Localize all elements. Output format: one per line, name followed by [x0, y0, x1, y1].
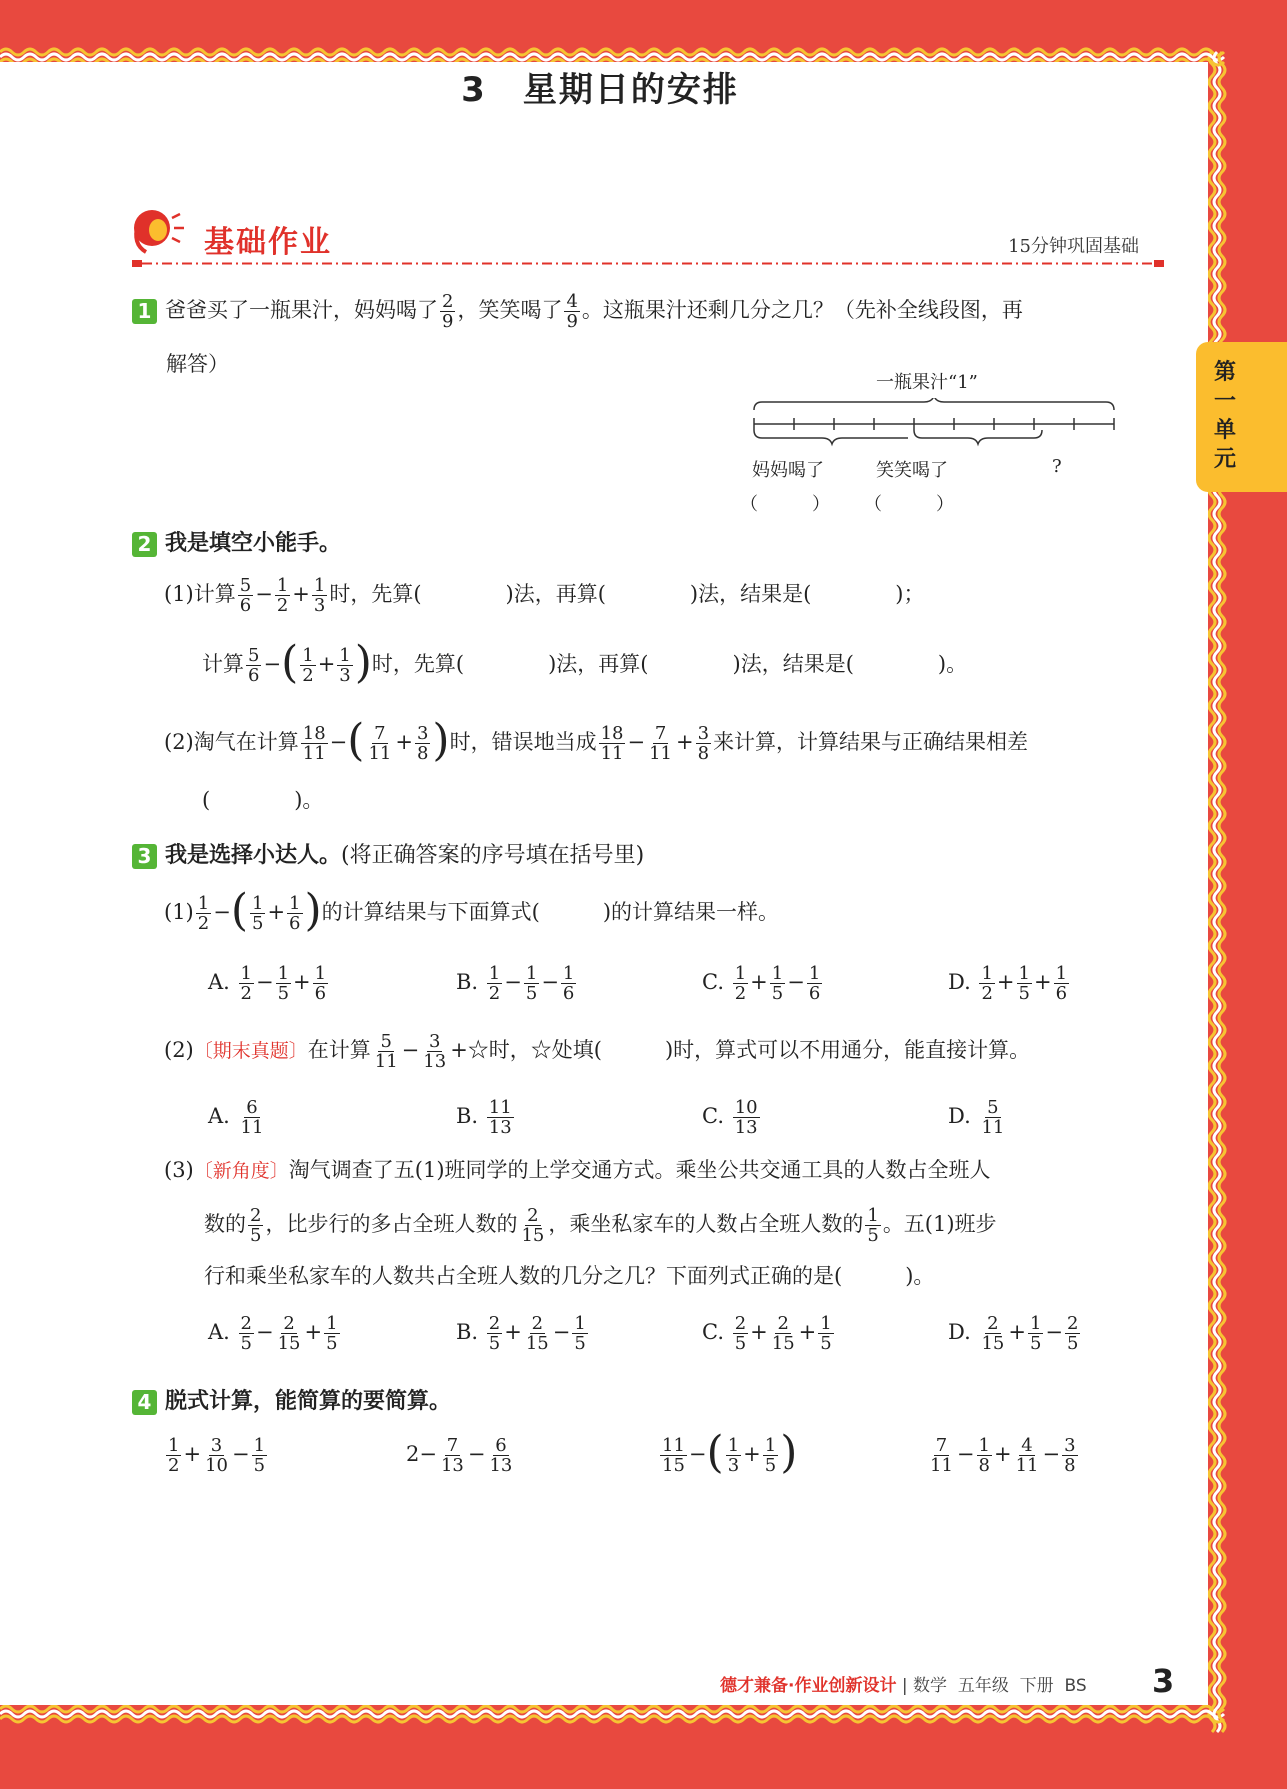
q4-heading: 4 脱式计算，能简算的要简算。	[132, 1384, 451, 1415]
q3-sub2-option-c[interactable]: C. $\frac{10}{13}$	[702, 1097, 758, 1138]
q3-sub3-option-d[interactable]: D. $\frac{2}{15}$ + $\frac{1}{5}$ − $\frac{2}{5}$	[948, 1313, 1079, 1354]
new-angle-tag: 〔新角度〕	[193, 1160, 289, 1182]
q1-text-3: 。这瓶果汁还剩几分之几？（先补全线段图，再	[581, 298, 1023, 322]
diagram-total-label: 一瓶果汁“1”	[876, 372, 978, 393]
diagram-mom-label: 妈妈喝了	[752, 460, 824, 481]
diagram-answer-blank-2[interactable]: （ ）	[864, 494, 954, 515]
page-footer: 德才兼备·作业创新设计 | 数学 五年级 下册 BS	[720, 1676, 1087, 1696]
q3-sub2-option-b[interactable]: B. $\frac{11}{13}$	[456, 1097, 512, 1138]
juice-line-diagram	[748, 398, 1124, 448]
q3-sub1-option-a[interactable]: A. $\frac{1}{2}$ − $\frac{1}{5}$ + $\frac{1}{6}$	[208, 963, 327, 1004]
q1-line-1	[132, 290, 1023, 331]
footer-subject: 数学	[913, 1676, 948, 1696]
footer-volume: 下册	[1019, 1676, 1054, 1696]
q3-sub3-line-1: (3)〔新角度〕淘气调查了五(1)班同学的上学交通方式。乘坐公共交通工具的人数占全班人	[164, 1158, 991, 1182]
q3-heading: 3 我是选择小达人。(将正确答案的序号填在括号里)	[132, 838, 644, 869]
diagram-answer-blank-1[interactable]: （ ）	[740, 494, 830, 515]
q1-text-2: ，笑笑喝了	[457, 298, 563, 322]
mascot-icon	[128, 204, 198, 260]
q2-line-4: ( )。	[202, 788, 324, 812]
page-title: 3 星期日的安排	[461, 70, 739, 110]
q3-sub1-option-d[interactable]: D. $\frac{1}{2}$ + $\frac{1}{5}$ + $\frac{1}{6}$	[948, 963, 1068, 1004]
q4-number-badge: 4	[132, 1390, 157, 1415]
q3-sub3-option-b[interactable]: B. $\frac{2}{5}$ + $\frac{2}{15}$ − $\frac{1}{5}$	[456, 1313, 586, 1354]
q4-expr-1: $\frac{1}{2}$ + $\frac{3}{10}$ − $\frac{1}{5}$	[168, 1435, 266, 1476]
q3-sub3-option-c[interactable]: C. $\frac{2}{5}$ + $\frac{2}{15}$ + $\frac{1}{5}$	[702, 1313, 832, 1354]
diagram-xiaoxiao-label: 笑笑喝了	[876, 460, 948, 481]
footer-edition: BS	[1064, 1676, 1087, 1696]
section-divider	[132, 258, 1166, 268]
q3-number-badge: 3	[132, 844, 157, 869]
page-number: 3	[1152, 1662, 1175, 1700]
q3-sub3-option-a[interactable]: A. $\frac{2}{5}$ − $\frac{2}{15}$ + $\frac{1}{5}$	[208, 1313, 338, 1354]
q4-expr-3: $\frac{11}{15}$ −( $\frac{1}{3}$ + $\frac{1}{5}$ )	[662, 1426, 798, 1478]
q3-sub2-option-d[interactable]: D. $\frac{5}{11}$	[948, 1097, 1005, 1138]
q1-text-1: 爸爸买了一瓶果汁，妈妈喝了	[165, 298, 438, 322]
q1-fraction-2: $\frac{4}{9}$	[566, 291, 578, 332]
q2-line-1: (1)计算 $\frac{5}{6}$ − $\frac{1}{2}$ + $\frac{1}{3}$ 时，先算( )法，再算( )法，结果是( )；	[164, 575, 925, 616]
q3-sub1-stem: (1) $\frac{1}{2}$ −( $\frac{1}{5}$ + $\frac{1}{6}$ )的计算结果与下面算式( )的计算结果一样。	[164, 884, 780, 936]
q2-heading: 2 我是填空小能手。	[132, 526, 341, 557]
q3-sub3-line-2: 数的 $\frac{2}{5}$ ，比步行的多占全班人数的 $\frac{2}{15}$ ，乘坐私家车的人数占全班人数的 $\frac{1}{5}$ 。五(1)班步	[204, 1205, 997, 1246]
q3-sub1-option-b[interactable]: B. $\frac{1}{2}$ − $\frac{1}{5}$ − $\frac{1}{6}$	[456, 963, 575, 1004]
q1-number-badge: 1	[132, 299, 157, 324]
footer-brand: 德才兼备·作业创新设计	[720, 1676, 897, 1696]
section-subtitle: 15分钟巩固基础	[1008, 236, 1139, 257]
diagram-question-label: ?	[1052, 456, 1062, 477]
q3-sub3-line-3: 行和乘坐私家车的人数共占全班人数的几分之几？下面列式正确的是( )。	[204, 1264, 935, 1288]
q2-line-3: (2)淘气在计算 $\frac{18}{11}$ −( $\frac{7}{11}$ + $\frac{3}{8}$ )时，错误地当成 $\frac{18}{11}$ − $\frac{7}{11}$ + $\frac{3}{8}$ 来计算，计算结果与正确结果相差	[164, 714, 1029, 766]
q4-expr-2: 2− $\frac{7}{13}$ − $\frac{6}{13}$	[406, 1435, 513, 1476]
section-title: 基础作业	[204, 225, 332, 260]
q1-line-2: 解答）	[166, 352, 229, 376]
q2-number-badge: 2	[132, 532, 157, 557]
q3-sub1-option-c[interactable]: C. $\frac{1}{2}$ + $\frac{1}{5}$ − $\frac{1}{6}$	[702, 963, 821, 1004]
unit-side-tab-label: 第一单元	[1213, 360, 1236, 472]
q1-fraction-1: $\frac{2}{9}$	[442, 291, 454, 332]
q4-expr-4: $\frac{7}{11}$ − $\frac{1}{8}$ + $\frac{4}{11}$ − $\frac{3}{8}$	[930, 1435, 1076, 1476]
q3-sub2-option-a[interactable]: A. $\frac{6}{11}$	[208, 1097, 264, 1138]
footer-grade: 五年级	[957, 1676, 1009, 1696]
exam-tag: 〔期末真题〕	[193, 1040, 308, 1062]
q2-line-2: 计算 $\frac{5}{6}$ −( $\frac{1}{2}$ + $\frac{1}{3}$ )时，先算( )法，再算( )法，结果是( )。	[202, 636, 968, 688]
q3-sub2-stem: (2)〔期末真题〕在计算 $\frac{5}{11}$ − $\frac{3}{13}$ +☆时，☆处填( )时，算式可以不用通分，能直接计算。	[164, 1031, 1031, 1072]
